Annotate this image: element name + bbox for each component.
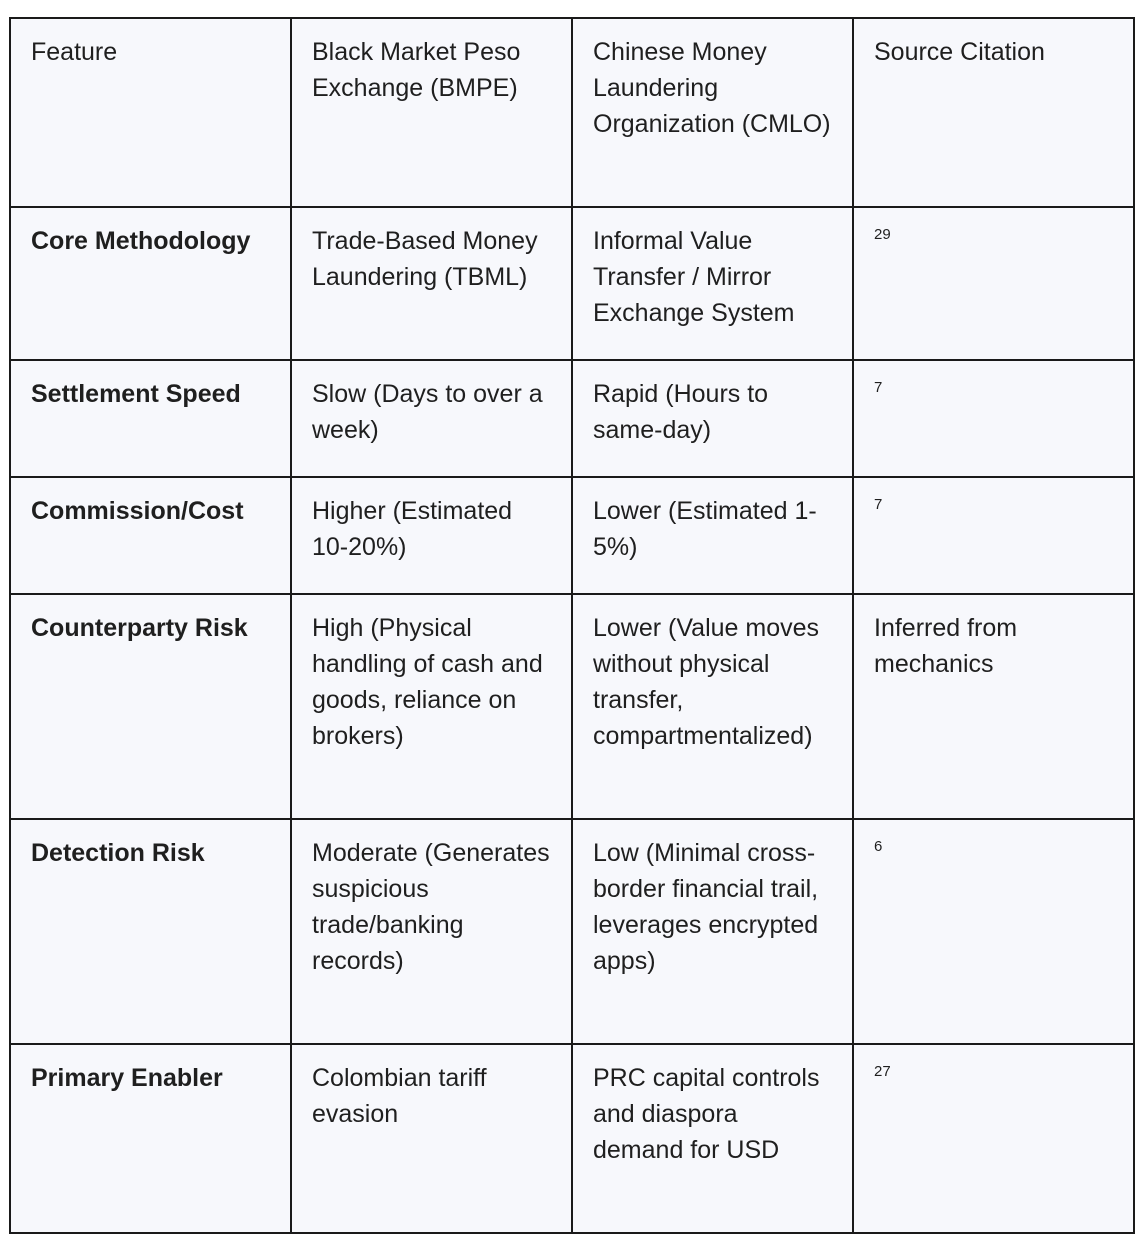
header-feature: Feature (10, 18, 291, 207)
feature-cell: Core Methodology (10, 207, 291, 360)
table-row (10, 207, 1134, 360)
cmlo-cell: Lower (Estimated 1-5%) (572, 477, 853, 594)
comparison-table (9, 17, 1135, 1234)
citation-superscript: 7 (874, 496, 883, 513)
citation-superscript: 7 (874, 379, 883, 396)
citation-superscript: 6 (874, 838, 883, 855)
header-cmlo: Chinese Money Laundering Organization (CMLO) (572, 18, 853, 207)
table-row (10, 819, 1134, 1044)
citation-superscript: 27 (874, 1063, 891, 1080)
feature-cell: Primary Enabler (10, 1044, 291, 1233)
feature-cell: Detection Risk (10, 819, 291, 1044)
feature-cell: Counterparty Risk (10, 594, 291, 819)
bmpe-cell: Higher (Estimated 10-20%) (291, 477, 572, 594)
bmpe-cell: Colombian tariff evasion (291, 1044, 572, 1233)
feature-cell: Commission/Cost (10, 477, 291, 594)
cmlo-cell: Lower (Value moves without physical transfer, compartmentalized) (572, 594, 853, 819)
citation-cell (853, 360, 1134, 477)
header-bmpe: Black Market Peso Exchange (BMPE) (291, 18, 572, 207)
cmlo-cell: Informal Value Transfer / Mirror Exchange System (572, 207, 853, 360)
table-row (10, 594, 1134, 819)
citation-superscript: 29 (874, 226, 891, 243)
bmpe-cell: Trade-Based Money Laundering (TBML) (291, 207, 572, 360)
bmpe-cell: High (Physical handling of cash and goods, reliance on brokers) (291, 594, 572, 819)
feature-cell: Settlement Speed (10, 360, 291, 477)
header-source-citation: Source Citation (853, 18, 1134, 207)
cmlo-cell: Rapid (Hours to same-day) (572, 360, 853, 477)
cmlo-cell: PRC capital controls and diaspora demand for USD (572, 1044, 853, 1233)
table-row (10, 1044, 1134, 1233)
table-row (10, 360, 1134, 477)
citation-cell (853, 207, 1134, 360)
citation-cell (853, 477, 1134, 594)
citation-cell: Inferred from mechanics (853, 594, 1134, 819)
cmlo-cell: Low (Minimal cross-border financial trail, leverages encrypted apps) (572, 819, 853, 1044)
bmpe-cell: Moderate (Generates suspicious trade/banking records) (291, 819, 572, 1044)
table-row (10, 477, 1134, 594)
comparison-table-container (9, 17, 1133, 1234)
table-header-row (10, 18, 1134, 207)
citation-cell (853, 1044, 1134, 1233)
citation-cell (853, 819, 1134, 1044)
bmpe-cell: Slow (Days to over a week) (291, 360, 572, 477)
